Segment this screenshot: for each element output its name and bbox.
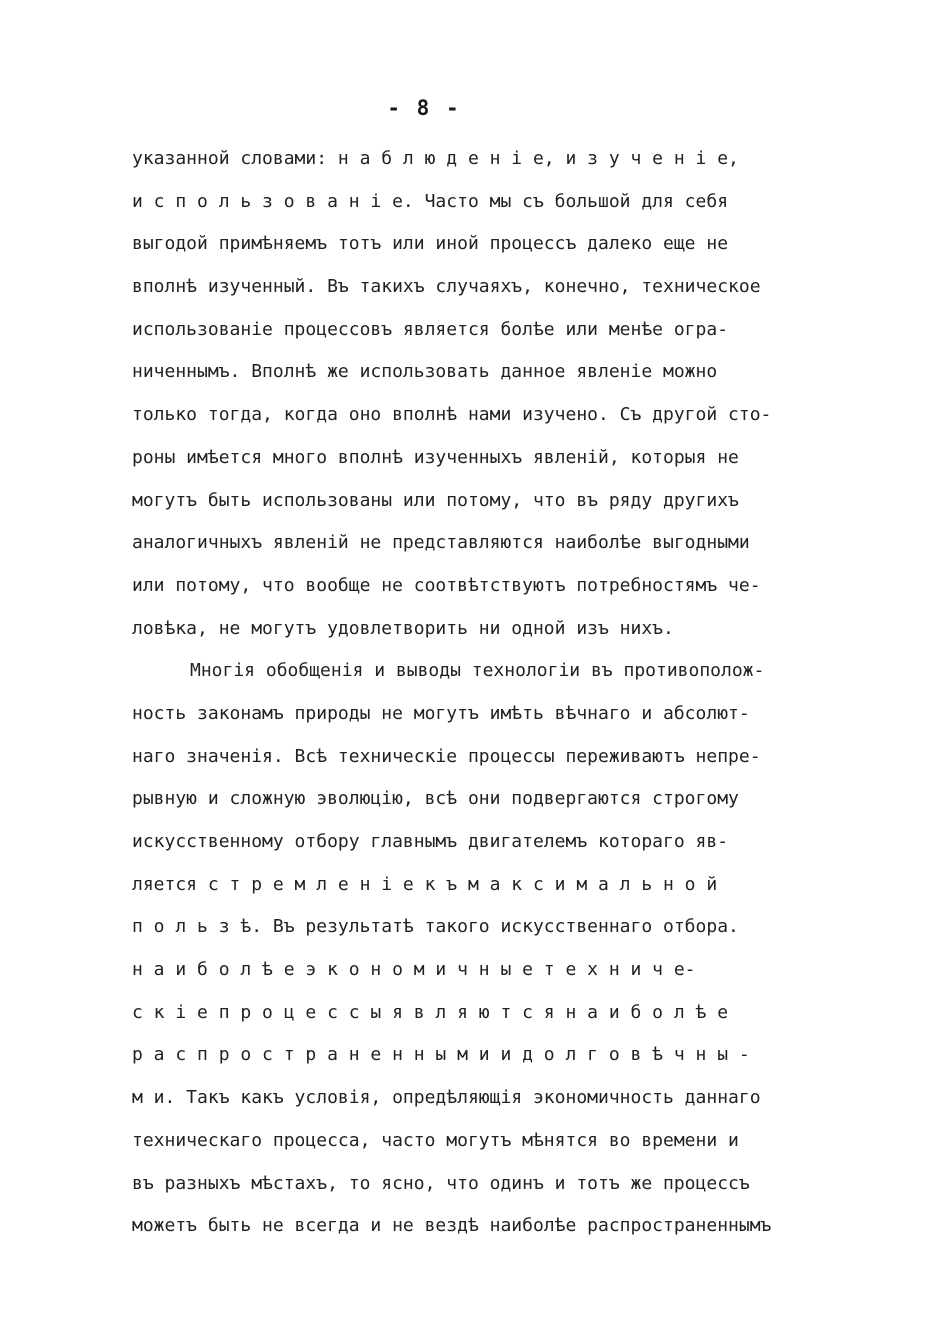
text-line: ниченнымъ. Вполнѣ же использовать данное явленіе можно xyxy=(132,361,718,383)
text-line: м и. Такъ какъ условія, опредѣляющія экономичность даннаго xyxy=(132,1087,761,1109)
page-number: - 8 - xyxy=(387,96,461,120)
text-line: рывную и сложную эволюцію, всѣ они подвергаются строгому xyxy=(132,788,739,810)
paragraph-first-line: Многія обобщенія и выводы технологіи въ противополож- xyxy=(190,660,765,682)
text-line: п о л ь з ѣ. Въ результатѣ такого искусственнаго отбора. xyxy=(132,916,739,938)
text-line: ность законамъ природы не могутъ имѣть вѣчнаго и абсолют- xyxy=(132,702,750,724)
text-line: искусственному отбору главнымъ двигателемъ котораго яв- xyxy=(132,831,729,852)
text-line: аналогичныхъ явленій не представляются наиболѣе выгодными xyxy=(132,532,750,554)
text-line: ляется с т р е м л е н і е к ъ м а к с и м а л ь н о й xyxy=(132,873,718,895)
text-line: и с п о л ь з о в а н і е. Часто мы съ большой для себя xyxy=(132,190,729,212)
text-line: с к і е п р о ц е с с ы я в л я ю т с я н а и б о л ѣ е xyxy=(132,1001,729,1023)
text-line: наго значенія. Всѣ техническіе процессы переживаютъ непре- xyxy=(132,745,761,767)
body-text xyxy=(132,138,812,1248)
text-line: н а и б о л ѣ е э к о н о м и ч н ы е т е х н и ч е- xyxy=(132,959,696,981)
text-line: роны имѣется много вполнѣ изученныхъ явленій, которыя не xyxy=(132,446,739,468)
text-line: указанной словами: н а б л ю д е н і е, и з у ч е н і е, xyxy=(132,148,739,169)
text-line: въ разныхъ мѣстахъ, то ясно, что одинъ и тотъ же процессъ xyxy=(132,1172,750,1194)
text-line: могутъ быть использованы или потому, что въ ряду другихъ xyxy=(132,489,739,511)
text-line: техническаго процесса, часто могутъ мѣнятся во времени и xyxy=(132,1129,739,1151)
text-line: выгодой примѣняемъ тотъ или иной процессъ далеко еще не xyxy=(132,233,729,255)
text-line: можетъ быть не всегда и не вездѣ наиболѣе распространеннымъ xyxy=(132,1215,772,1237)
text-line: р а с п р о с т р а н е н н ы м и и д о л г о в ѣ ч н ы - xyxy=(132,1044,750,1066)
text-line: или потому, что вообще не соотвѣтствуютъ потребностямъ че- xyxy=(132,574,761,596)
text-line: использованіе процессовъ является болѣе или менѣе огра- xyxy=(132,318,729,340)
text-line: ловѣка, не могутъ удовлетворить ни одной изъ нихъ. xyxy=(132,617,674,639)
text-line: только тогда, когда оно вполнѣ нами изучено. Съ другой сто- xyxy=(132,404,772,426)
text-line: вполнѣ изученный. Въ такихъ случаяхъ, конечно, техническое xyxy=(132,276,761,298)
